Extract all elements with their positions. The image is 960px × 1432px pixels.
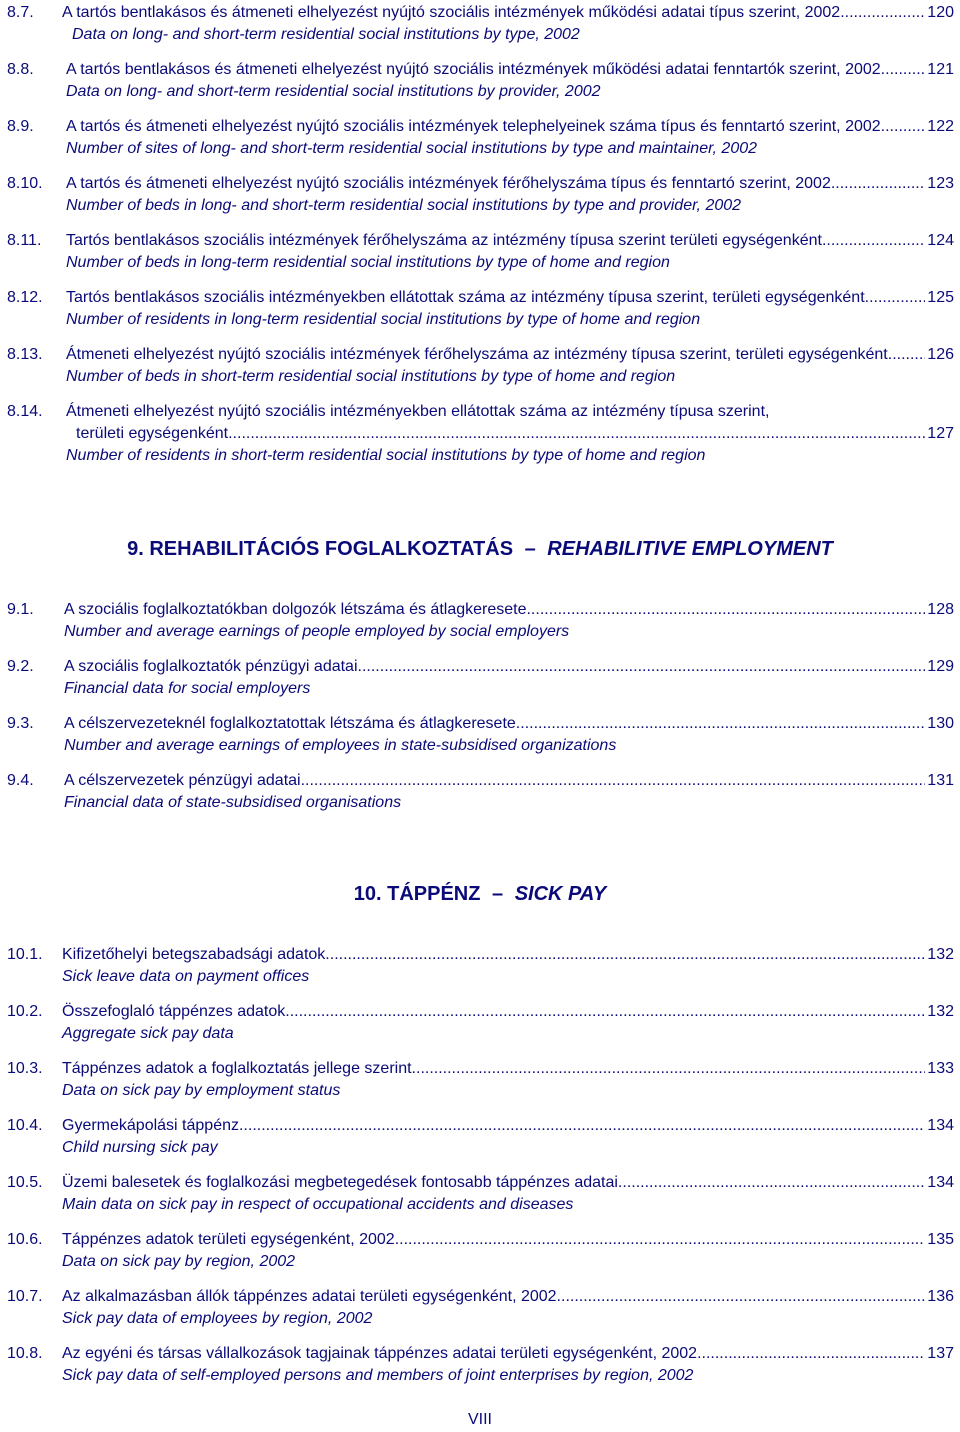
entry-page-number: 132 — [927, 1003, 954, 1020]
entry-title-hu: Gyermekápolási táppénz — [62, 1117, 239, 1134]
entry-number: 9.1. — [7, 601, 34, 618]
page-footer-number: VIII — [467, 1411, 492, 1428]
entry-page-number: 133 — [927, 1060, 954, 1077]
leader-dots — [892, 344, 925, 366]
entry-title-hu: A szociális foglalkoztatókban dolgozók létszáma és átlagkeresete — [64, 601, 527, 618]
entry-title-en: Sick leave data on payment offices — [62, 968, 310, 985]
entry-number: 8.7. — [7, 4, 34, 21]
leader-dots — [228, 423, 925, 445]
leader-dots — [325, 944, 925, 966]
entry-title-hu: Táppénzes adatok területi egységenként, 2002 — [62, 1231, 395, 1248]
leader-dots — [358, 656, 926, 678]
leader-dots — [412, 1058, 926, 1080]
entry-number: 10.1. — [7, 946, 43, 963]
entry-title-hu: Átmeneti elhelyezést nyújtó szociális intézmények férőhelyszáma az intézmény típusa szerint, területi egységenként. — [66, 346, 893, 363]
leader-dots — [285, 1001, 925, 1023]
entry-title-en: Aggregate sick pay data — [62, 1025, 234, 1042]
entry-title-hu: A tartós bentlakásos és átmeneti elhelyezést nyújtó szociális intézmények működési adatai típus szerint, 2002. — [62, 4, 845, 21]
section-heading-hu: 9. REHABILITÁCIÓS FOGLALKOZTATÁS — [127, 538, 514, 560]
entry-title-hu: A tartós és átmeneti elhelyezést nyújtó szociális intézmények telephelyeinek száma típus és fenntartó szerint, 2002 — [66, 118, 881, 135]
entry-number: 10.7. — [7, 1288, 43, 1305]
leader-dots — [557, 1286, 926, 1308]
leader-dots — [395, 1229, 926, 1251]
entry-title-hu: A tartós bentlakásos és átmeneti elhelyezést nyújtó szociális intézmények működési adatai fenntartók szerint, 2002 — [66, 61, 881, 78]
entry-page-number: 128 — [927, 601, 954, 618]
entry-page-number: 131 — [927, 772, 954, 789]
entry-number: 8.10. — [7, 175, 43, 192]
entry-page-number: 121 — [927, 61, 954, 78]
entry-page-number: 136 — [927, 1288, 954, 1305]
leader-dots — [301, 770, 926, 792]
entry-title-hu: Üzemi balesetek és foglalkozási megbetegedések fontosabb táppénzes adatai — [62, 1174, 618, 1191]
entry-page-number: 137 — [927, 1345, 954, 1362]
entry-title-hu: Az egyéni és társas vállalkozások tagjainak táppénzes adatai területi egységenként, 2002 — [62, 1345, 698, 1362]
entry-title-hu: Tartós bentlakásos szociális intézmények férőhelyszáma az intézmény típusa szerint területi egységenként — [66, 232, 822, 249]
entry-title-hu: Táppénzes adatok a foglalkoztatás jellege szerint — [62, 1060, 412, 1077]
entry-title-en: Financial data for social employers — [64, 680, 311, 697]
entry-page-number: 122 — [927, 118, 954, 135]
entry-title-hu-first-line: Átmeneti elhelyezést nyújtó szociális intézményekben ellátottak száma az intézmény típusa szerint, — [66, 403, 770, 420]
entry-title-en: Sick pay data of employees by region, 2002 — [62, 1310, 373, 1327]
entry-number: 9.3. — [7, 715, 34, 732]
entry-title-en: Data on sick pay by employment status — [62, 1082, 341, 1099]
leader-dots — [845, 2, 926, 24]
entry-page-number: 130 — [927, 715, 954, 732]
entry-number: 8.8. — [7, 61, 34, 78]
entry-number: 8.14. — [7, 403, 43, 420]
leader-dots — [697, 1343, 925, 1365]
entry-title-en: Financial data of state-subsidised organisations — [64, 794, 402, 811]
entry-title-hu: Az alkalmazásban állók táppénzes adatai területi egységenként, 2002 — [62, 1288, 557, 1305]
entry-page-number: 134 — [927, 1174, 954, 1191]
entry-page-number: 135 — [927, 1231, 954, 1248]
leader-dots — [831, 173, 925, 195]
entry-title-en: Data on long- and short-term residential social institutions by type, 2002 — [72, 26, 580, 43]
leader-dots — [881, 59, 926, 81]
entry-number: 8.12. — [7, 289, 43, 306]
leader-dots — [239, 1115, 925, 1137]
entry-page-number: 120 — [927, 4, 954, 21]
entry-title-hu: Összefoglaló táppénzes adatok — [62, 1003, 286, 1020]
entry-page-number: 129 — [927, 658, 954, 675]
leader-dots — [881, 116, 926, 138]
entry-title-en: Number of beds in short-term residential social institutions by type of home and region — [66, 368, 676, 385]
entry-number: 9.4. — [7, 772, 34, 789]
section-heading-dash: – — [524, 538, 536, 560]
entry-page-number: 127 — [927, 425, 954, 442]
entry-number: 10.5. — [7, 1174, 43, 1191]
leader-dots — [618, 1172, 925, 1194]
entry-page-number: 125 — [927, 289, 954, 306]
entry-title-hu: A tartós és átmeneti elhelyezést nyújtó szociális intézmények férőhelyszáma típus és fenntartó szerint, 2002 — [66, 175, 831, 192]
entry-title-hu: A célszervezeteknél foglalkoztatottak létszáma és átlagkeresete — [64, 715, 516, 732]
section-heading-en: REHABILITIVE EMPLOYMENT — [547, 538, 833, 560]
leader-dots — [869, 287, 925, 309]
entry-title-en: Data on sick pay by region, 2002 — [62, 1253, 296, 1270]
entry-number: 10.4. — [7, 1117, 43, 1134]
entry-number: 10.8. — [7, 1345, 43, 1362]
leader-dots — [526, 599, 925, 621]
entry-number: 10.6. — [7, 1231, 43, 1248]
entry-title-hu: Tartós bentlakásos szociális intézményekben ellátottak száma az intézmény típusa szerint, területi egységenként. — [66, 289, 870, 306]
entry-number: 10.2. — [7, 1003, 43, 1020]
entry-title-en: Number of beds in long- and short-term residential social institutions by type and provider, 2002 — [66, 197, 742, 214]
entry-number: 8.11. — [7, 232, 42, 249]
entry-number: 8.9. — [7, 118, 34, 135]
entry-title-en: Number of residents in long-term residential social institutions by type of home and region — [66, 311, 701, 328]
entry-title-en: Sick pay data of self-employed persons and members of joint enterprises by region, 2002 — [62, 1367, 694, 1384]
entry-number: 9.2. — [7, 658, 34, 675]
entry-page-number: 132 — [927, 946, 954, 963]
section-heading-dash: – — [492, 883, 504, 905]
entry-title-en: Number of beds in long-term residential social institutions by type of home and region — [66, 254, 670, 271]
entry-title-en: Child nursing sick pay — [62, 1139, 218, 1156]
entry-title-en: Data on long- and short-term residential social institutions by provider, 2002 — [66, 83, 601, 100]
entry-title-hu: Kifizetőhelyi betegszabadsági adatok — [62, 946, 326, 963]
entry-title-hu: A szociális foglalkoztatók pénzügyi adatai — [64, 658, 358, 675]
entry-title-hu: A célszervezetek pénzügyi adatai — [64, 772, 301, 789]
entry-number: 8.13. — [7, 346, 43, 363]
entry-page-number: 134 — [927, 1117, 954, 1134]
entry-title-en: Number and average earnings of employees in state-subsidised organizations — [64, 737, 617, 754]
section-heading — [0, 883, 960, 906]
entry-title-hu: területi egységenként — [76, 425, 229, 442]
entry-page-number: 123 — [927, 175, 954, 192]
leader-dots — [822, 230, 925, 252]
entry-page-number: 126 — [927, 346, 954, 363]
entry-number: 10.3. — [7, 1060, 43, 1077]
entry-title-en: Number and average earnings of people employed by social employers — [64, 623, 570, 640]
entry-page-number: 124 — [927, 232, 954, 249]
section-heading-hu: 10. TÁPPÉNZ — [353, 883, 481, 905]
entry-title-en: Number of sites of long- and short-term residential social institutions by type and maintainer, 2002 — [66, 140, 758, 157]
entry-title-en: Main data on sick pay in respect of occupational accidents and diseases — [62, 1196, 574, 1213]
leader-dots — [516, 713, 926, 735]
section-heading-en: SICK PAY — [514, 883, 607, 905]
section-heading — [0, 538, 960, 561]
entry-title-en: Number of residents in short-term residential social institutions by type of home and region — [66, 447, 706, 464]
